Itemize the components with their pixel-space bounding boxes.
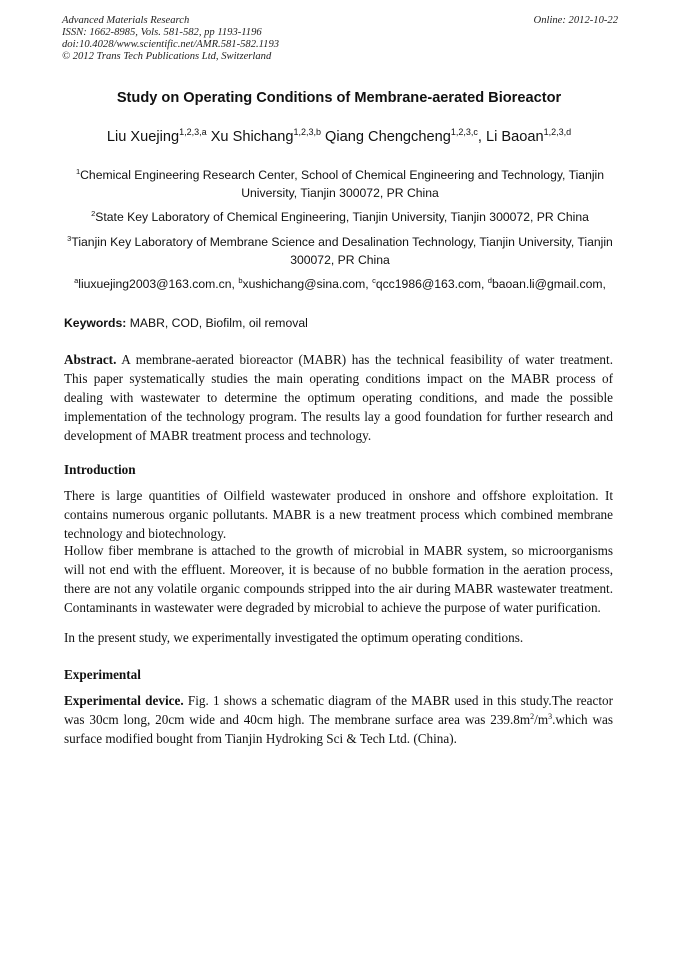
email-link[interactable]: qcc1986@163.com,	[375, 277, 488, 291]
email-sup: b	[238, 276, 243, 285]
author-affiliation-sup: 1,2,3,c	[450, 127, 478, 137]
affiliation-text: Chemical Engineering Research Center, School of Chemical Engineering and Technology, Tianjin University, Tianjin 300072, PR China	[80, 168, 605, 200]
copyright-line: © 2012 Trans Tech Publications Ltd, Switzerland	[62, 51, 272, 62]
author-affiliation-sup: 1,2,3,d	[543, 127, 572, 137]
experimental-heading: Experimental	[64, 667, 141, 682]
email-list	[62, 275, 618, 293]
unit-superscript: 2	[530, 712, 535, 721]
journal-header	[62, 15, 618, 63]
affiliation-3	[62, 233, 618, 269]
journal-name: Advanced Materials Research	[62, 15, 190, 26]
affiliation-text: State Key Laboratory of Chemical Engineering, Tianjin University, Tianjin 300072, PR China	[95, 210, 589, 224]
email-link[interactable]: baoan.li@gmail.com,	[491, 277, 606, 291]
affiliation-1	[62, 166, 618, 202]
online-date: Online: 2012-10-22	[533, 15, 618, 26]
keywords	[64, 316, 308, 330]
affiliation-sup: 2	[91, 209, 96, 218]
experimental-device-text: .which was surface modified bought from Tianjin Hydroking Sci & Tech Ltd. (China).	[64, 712, 613, 746]
author-affiliation-sup: 1,2,3,b	[293, 127, 321, 137]
email-sup: d	[487, 276, 492, 285]
keywords-label: Keywords:	[64, 316, 127, 330]
issn-line: ISSN: 1662-8985, Vols. 581-582, pp 1193-1196	[62, 27, 262, 38]
author-affiliation-sup: 1,2,3,a	[179, 127, 207, 137]
experimental-device-text: /m	[534, 712, 549, 727]
introduction-paragraph: In the present study, we experimentally investigated the optimum operating conditions.	[64, 630, 524, 645]
unit-superscript: 3	[548, 712, 553, 721]
affiliation-sup: 3	[67, 234, 72, 243]
email-sup: a	[74, 276, 79, 285]
email-link[interactable]: xushichang@sina.com,	[242, 277, 373, 291]
introduction-paragraph: Hollow fiber membrane is attached to the growth of microbial in MABR system, so microorganisms will not end with the effluent. Moreover, it is because of no bubble formation in the aeration process, there are not any volatile organic compounds stripped into the air during MABR wastewater treatment. Contaminants in wastewater were degraded by microbial to achieve the purpose of water purification.	[64, 543, 613, 615]
keywords-text: MABR, COD, Biofilm, oil removal	[126, 316, 308, 330]
email-link[interactable]: liuxuejing2003@163.com.cn,	[78, 277, 239, 291]
author-name: Li Baoan	[485, 129, 544, 145]
email-sup: c	[372, 276, 376, 285]
author-name: Qiang Chengcheng	[325, 129, 451, 145]
affiliation-2	[62, 208, 618, 226]
introduction-paragraph: There is large quantities of Oilfield wastewater produced in onshore and offshore exploitation. It contains numerous organic pollutants. MABR is a new treatment process which combined membrane technology and biotechnology.	[64, 488, 613, 541]
experimental-device-text: Fig. 1 shows a schematic diagram of the MABR used in this study.The reactor was 30cm long, 20cm wide and 40cm high. The membrane surface area was 239.8m	[64, 693, 613, 727]
abstract-text: A membrane-aerated bioreactor (MABR) has the technical feasibility of water treatment. This paper systematically studies the main operating conditions impact on the MABR process of dealing with wastewater to determine the optimum operating conditions, and made the possible implementation of the technology program. The results lay a good foundation for further research and development of MABR treatment process and technology.	[64, 352, 613, 443]
author-name: Xu Shichang	[210, 129, 294, 145]
experimental-device-paragraph	[64, 691, 613, 748]
author-name: Liu Xuejing	[106, 129, 180, 145]
experimental-device-label: Experimental device.	[64, 693, 184, 708]
affiliation-text: Tianjin Key Laboratory of Membrane Science and Desalination Technology, Tianjin University, Tianjin 300072, PR China	[71, 235, 613, 267]
abstract	[64, 350, 613, 445]
author-list	[0, 129, 678, 145]
introduction-heading: Introduction	[64, 462, 136, 477]
paper-title: Study on Operating Conditions of Membrane-aerated Bioreactor	[116, 90, 562, 106]
author-separator: ,	[477, 129, 486, 145]
abstract-label: Abstract.	[64, 352, 117, 367]
doi-line: doi:10.4028/www.scientific.net/AMR.581-582.1193	[62, 39, 280, 50]
affiliation-sup: 1	[75, 167, 81, 176]
